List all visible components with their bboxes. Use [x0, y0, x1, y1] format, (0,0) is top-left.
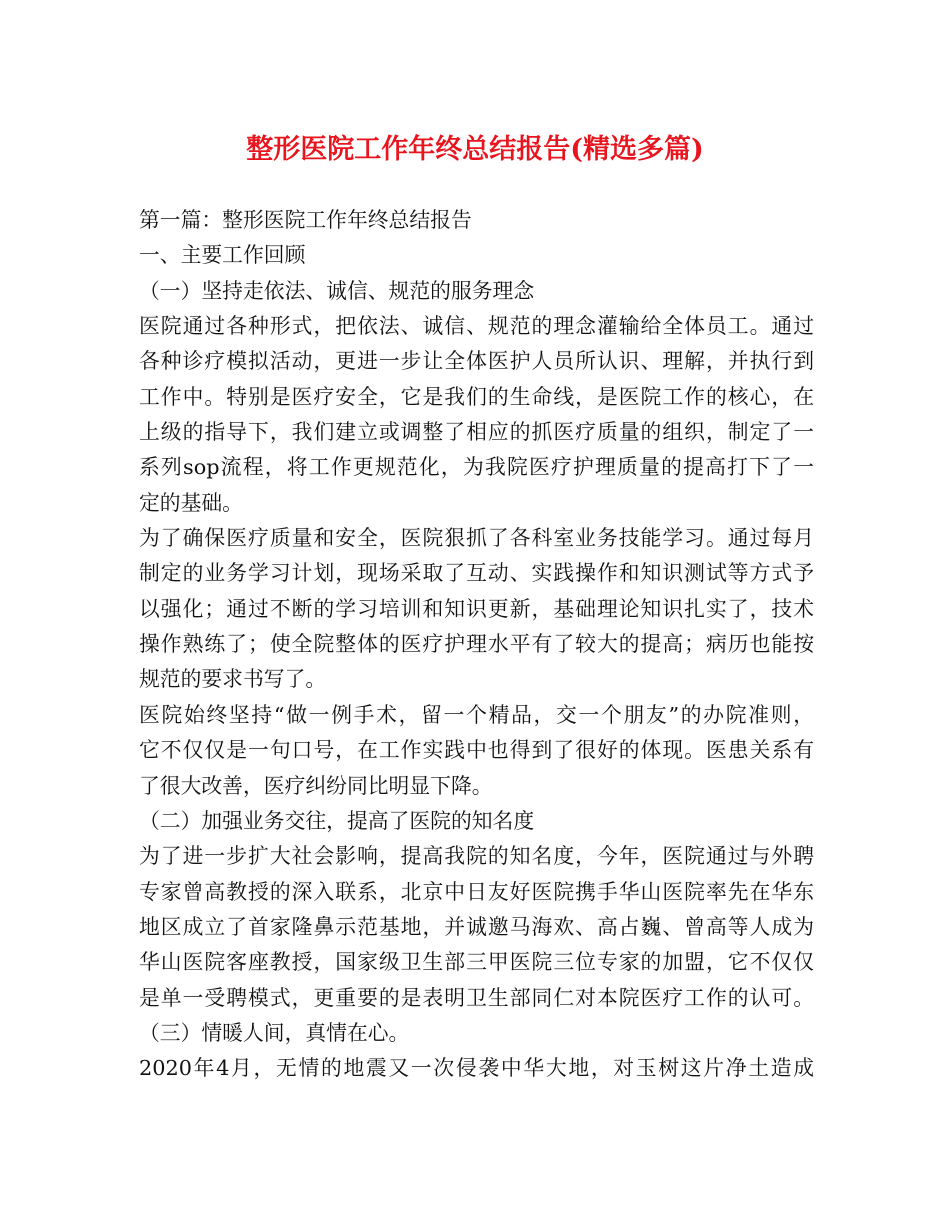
body-line: 医院始终坚持“做一例手术，留一个精品，交一个朋友”的办院准则， [139, 702, 814, 727]
body-line: 地区成立了首家隆鼻示范基地，并诚邀马海欢、高占巍、曾高等人成为 [139, 914, 814, 939]
body-line: 操作熟练了；使全院整体的医疗护理水平有了较大的提高；病历也能按 [139, 632, 814, 657]
body-line: 2020年4月，无情的地震又一次侵袭中华大地，对玉树这片净土造成 [139, 1056, 814, 1081]
body-line: 华山医院客座教授，国家级卫生部三甲医院三位专家的加盟，它不仅仅 [139, 950, 814, 975]
body-line: 为了进一步扩大社会影响，提高我院的知名度，今年，医院通过与外聘 [139, 844, 814, 869]
subsection-heading: （一）坚持走依法、诚信、规范的服务理念 [139, 278, 535, 303]
body-line: 医院通过各种形式，把依法、诚信、规范的理念灌输给全体员工。通过 [139, 314, 814, 339]
subsection-heading: （三）情暖人间，真情在心。 [139, 1020, 410, 1045]
body-line: 是单一受聘模式，更重要的是表明卫生部同仁对本院医疗工作的认可。 [139, 985, 814, 1010]
body-line: 为了确保医疗质量和安全，医院狠抓了各科室业务技能学习。通过每月 [139, 526, 814, 551]
section-heading: 第一篇：整形医院工作年终总结报告 [139, 208, 472, 232]
body-line: 各种诊疗模拟活动，更进一步让全体医护人员所认识、理解，并执行到 [139, 349, 814, 374]
document-title: 整形医院工作年终总结报告(精选多篇) [246, 134, 704, 165]
body-line: 了很大改善，医疗纠纷同比明显下降。 [139, 773, 493, 798]
body-line: 制定的业务学习计划，现场采取了互动、实践操作和知识测试等方式予 [139, 561, 814, 586]
document-body [139, 203, 814, 1087]
body-line: 工作中。特别是医疗安全，它是我们的生命线，是医院工作的核心，在 [139, 384, 814, 409]
body-line: 上级的指导下，我们建立或调整了相应的抓医疗质量的组织，制定了一 [139, 420, 814, 445]
body-line: 定的基础。 [139, 490, 243, 515]
body-line: 规范的要求书写了。 [139, 667, 327, 692]
body-line: 系列sop流程，将工作更规范化，为我院医疗护理质量的提高打下了一 [139, 455, 814, 480]
body-line: 它不仅仅是一句口号，在工作实践中也得到了很好的体现。医患关系有 [139, 738, 814, 763]
body-line: 专家曾高教授的深入联系，北京中日友好医院携手华山医院率先在华东 [139, 879, 814, 904]
section-heading: 一、主要工作回顾 [139, 243, 306, 268]
subsection-heading: （二）加强业务交往，提高了医院的知名度 [139, 808, 535, 833]
body-line: 以强化；通过不断的学习培训和知识更新，基础理论知识扎实了，技术 [139, 596, 814, 621]
